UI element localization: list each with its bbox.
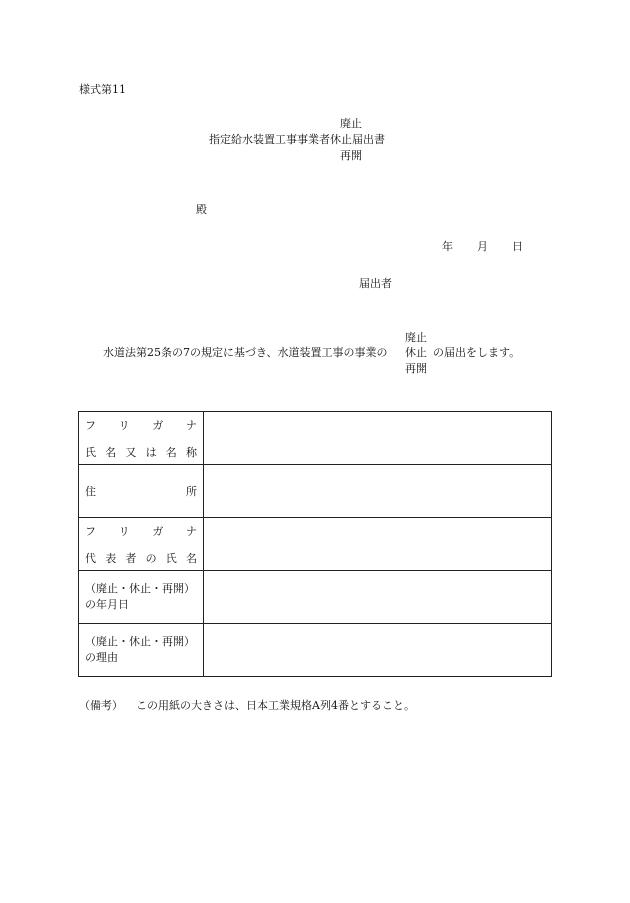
- representative-value-cell[interactable]: [204, 518, 552, 571]
- form-number: 様式第11: [79, 83, 126, 96]
- representative-furigana-label: フ リ ガ ナ: [85, 524, 197, 538]
- name-label: 氏 名 又 は 名 称: [85, 445, 197, 459]
- statement-option-suspend: 休止: [405, 346, 427, 359]
- statement-option-resume: 再開: [405, 362, 427, 375]
- table-row-representative: [79, 518, 552, 571]
- address-value-cell[interactable]: [204, 465, 552, 518]
- date-day: 日: [512, 240, 523, 253]
- table-row-date: [79, 571, 552, 624]
- table-row-reason: [79, 624, 552, 677]
- name-furigana-label: フ リ ガ ナ: [85, 418, 197, 432]
- table-row-name: [79, 412, 552, 465]
- submitter-label: 届出者: [359, 277, 392, 290]
- notification-form-table: [78, 411, 552, 677]
- name-value-cell[interactable]: [204, 412, 552, 465]
- change-date-label-line1: （廃止・休止・再開）: [85, 581, 195, 595]
- reason-value-cell[interactable]: [204, 624, 552, 677]
- statement-option-abolish: 廃止: [405, 331, 427, 344]
- address-label-left: 住: [85, 485, 96, 498]
- reason-label-line2: の理由: [85, 651, 118, 664]
- title-option-resume: 再開: [340, 149, 362, 162]
- title-option-abolish: 廃止: [340, 117, 362, 130]
- change-date-label-cell: [79, 571, 204, 624]
- reason-label-cell: [79, 624, 204, 677]
- statement-text-before: 水道法第25条の7の規定に基づき、水道装置工事の事業の: [103, 346, 388, 359]
- representative-label: 代 表 者 の 氏 名: [85, 551, 197, 565]
- date-year: 年: [442, 240, 453, 253]
- change-date-label-line2: の年月日: [85, 598, 129, 611]
- addressee-suffix: 殿: [196, 203, 207, 216]
- table-row-address: [79, 465, 552, 518]
- note-text: この用紙の大きさは、日本工業規格A列4番とすること。: [136, 699, 415, 712]
- change-date-value-cell[interactable]: [204, 571, 552, 624]
- address-label-right: 所: [186, 485, 197, 498]
- address-label-cell: [79, 465, 204, 518]
- reason-label-line1: （廃止・休止・再開）: [85, 634, 195, 648]
- note-label: （備考）: [79, 699, 123, 712]
- representative-label-cell: [79, 518, 204, 571]
- date-month: 月: [477, 240, 488, 253]
- statement-text-after: の届出をします。: [433, 346, 521, 359]
- name-label-cell: [79, 412, 204, 465]
- document-title: 指定給水装置工事事業者休止届出書: [209, 133, 385, 146]
